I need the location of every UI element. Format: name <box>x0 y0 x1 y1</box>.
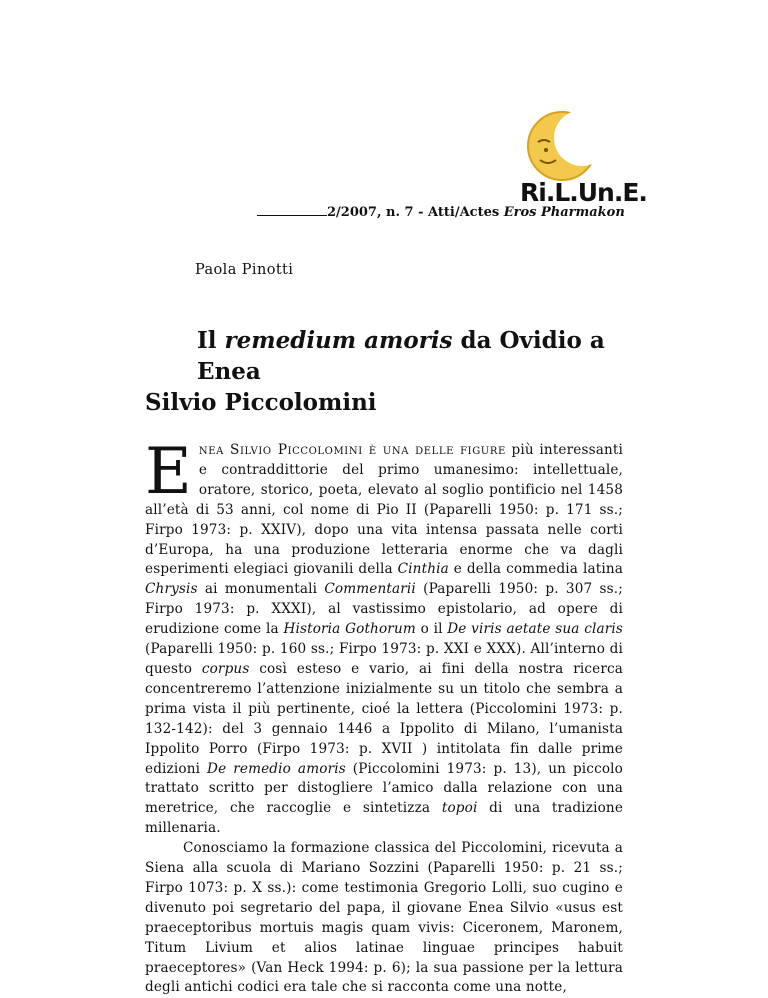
italic-run: Historia Gothorum <box>283 621 416 638</box>
text-run: ai monumentali <box>197 581 325 598</box>
article-title <box>145 325 665 418</box>
drop-cap: E <box>145 435 192 509</box>
title-line-2: Silvio Piccolomini <box>145 389 377 416</box>
text-run: di una tradizione millenaria. <box>145 800 624 837</box>
italic-run: De remedio amoris <box>207 760 346 777</box>
opening-smallcaps: nea Silvio Piccolomini è una delle figure <box>198 442 506 458</box>
title-part: Il <box>197 327 225 354</box>
text-run: e della commedia latina <box>448 561 623 578</box>
italic-run: corpus <box>201 660 250 677</box>
paragraph-1 <box>145 435 624 839</box>
text-run: (Paparelli 1950: p. 307 ss.; Firpo 1973: p. XXXI), al vastissimo epistolario, ad opere di erudizione come la <box>145 581 623 638</box>
text-run: (Piccolomini 1973: p. 13), un piccolo trattato scritto per distogliere l’amico dalla relazione con una meretrice, che raccoglie e sintetizza <box>145 760 623 817</box>
italic-run: Chrysis <box>145 581 198 598</box>
text-run: (Paparelli 1950: p. 160 ss.; Firpo 1973: p. XXI e XXX). All’interno di questo <box>145 641 623 677</box>
paragraph-2: Conosciamo la formazione classica del Piccolomini, ricevuta a Siena alla scuola di Mariano Sozzini (Paparelli 1950: p. 21 ss.; Firpo 1073: p. X ss.): come testimonia Gregorio Lolli, suo cugino e divenuto poi segretario del papa, il giovane Enea Silvio «usus est praeceptoribus mortuis magis quam vivis: Ciceronem, Maronem, Titum Livium et alios latinae linguae principes habuit praeceptores» (Van Heck 1994: p. 6); la sua passione per la lettura degli antichi codici era tale che si racconta come una notte, <box>145 840 623 996</box>
text-run: più interessanti e contraddittorie del primo umanesimo: intellettuale, oratore, storico, poeta, elevato al soglio pontificio nel 1458 all’età di 53 anni, col nome di Pio II (Paparelli 1950: p. 171 ss.; Firpo 1973: p. XXIV), dopo una vita intensa passata nelle corti d’Europa, ha una produzione letteraria enorme che va dagli esperimenti elegiaci giovanili della <box>145 442 623 578</box>
article-body <box>145 435 624 998</box>
title-part: da Ovidio a Enea <box>197 327 605 385</box>
text-run: così esteso e vario, ai fini della nostra ricerca concentreremo l’attenzione inizialmente su un titolo che sembra a prima vista il più pertinente, cioé la lettera (Piccolomini 1973: p. 132-142): del 3 gennaio 1446 a Ippolito di Milano, l’umanista Ippolito Porro (Firpo 1973: p. XVII ) intitolata fin dalle prime edizioni <box>145 660 623 777</box>
header-rule <box>257 215 327 216</box>
running-header <box>257 205 625 220</box>
journal-logo-text: Ri.L.Un.E. <box>520 178 647 207</box>
author-name: Paola Pinotti <box>195 262 294 278</box>
text-run: o il <box>415 621 448 638</box>
italic-run: Cinthia <box>397 561 449 578</box>
series-label: Eros Pharmakon <box>503 205 625 220</box>
italic-run: topoi <box>441 800 478 817</box>
italic-run: Commentarii <box>324 581 416 598</box>
issue-label: 2/2007, n. 7 - Atti/Actes <box>327 205 500 220</box>
italic-run: De viris aetate sua claris <box>447 621 623 638</box>
title-italic: remedium amoris <box>224 327 453 354</box>
